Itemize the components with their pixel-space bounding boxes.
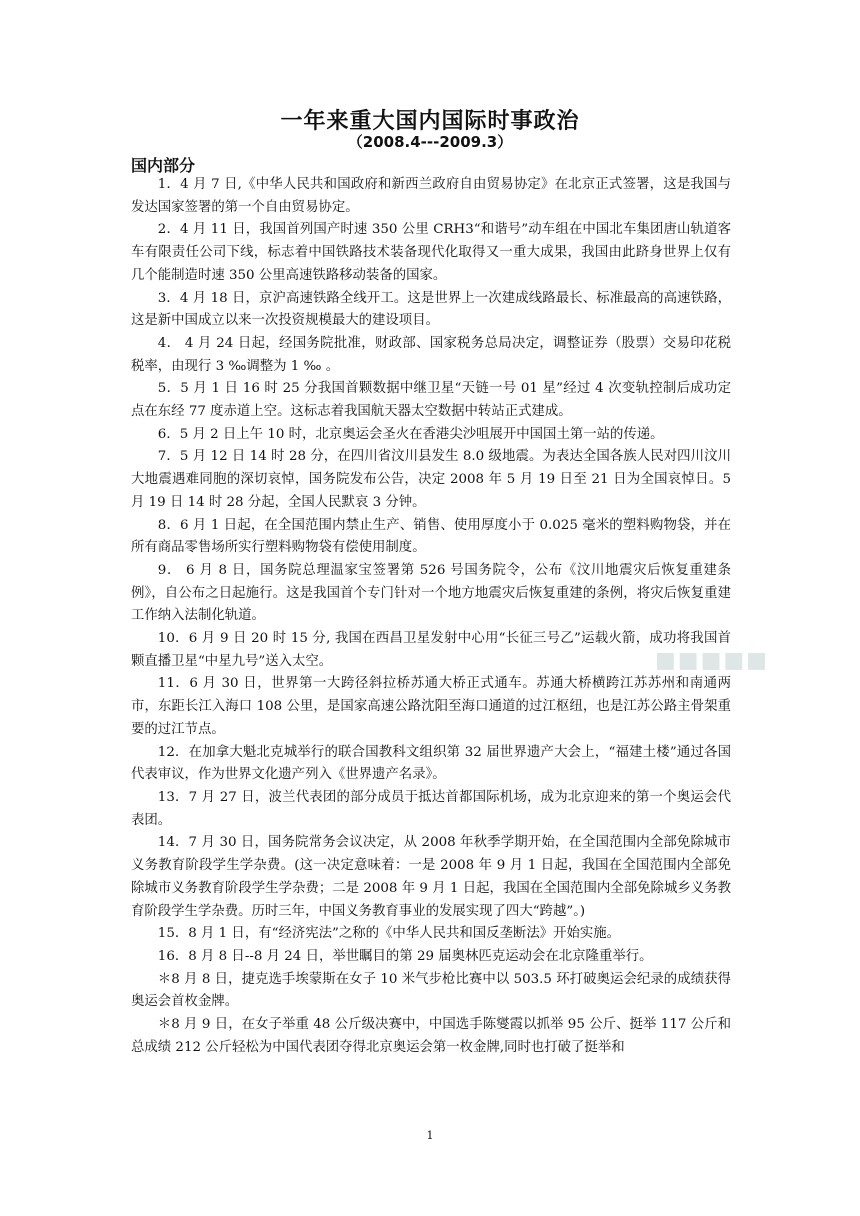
page-number: 1	[426, 1129, 434, 1142]
paragraph: 8．6 月 1 日起，在全国范围内禁止生产、销售、使用厚度小于 0.025 毫米的塑料购物袋，并在所有商品零售场所实行塑料购物袋有偿使用制度。	[131, 517, 731, 556]
document-body	[131, 174, 731, 1059]
paragraph: 4． 4 月 24 日起，经国务院批准，财政部、国家税务总局决定，调整证券（股票）交易印花税税率，由现行 3 ‰调整为 1 ‰ 。	[131, 335, 731, 374]
paragraph: 15．8 月 1 日，有“经济宪法”之称的《中华人民共和国反垄断法》开始实施。	[157, 926, 621, 942]
paragraph: 1．4 月 7 日,《中华人民共和国政府和新西兰政府自由贸易协定》在北京正式签署，这是我国与发达国家签署的第一个自由贸易协定。	[131, 177, 731, 215]
paragraph: 5．5 月 1 日 16 时 25 分我国首颗数据中继卫星“天链一号 01 星”经过 4 次变轨控制后成功定点在东经 77 度赤道上空。这标志着我国航天器太空数据中转站正式建成。	[131, 381, 731, 420]
section-heading: 国内部分	[131, 156, 196, 175]
paragraph: 3．4 月 18 日，京沪高速铁路全线开工。这是世界上一次建成线路最长、标准最高的高速铁路，这是新中国成立以来一次投资规模最大的建设项目。	[131, 290, 731, 329]
paragraph: ＊8 月 9 日，在女子举重 48 公斤级决赛中，中国选手陈燮霞以抓举 95 公斤、挺举 117 公斤和总成绩 212 公斤轻松为中国代表团夺得北京奥运会第一枚金牌,同时也打破了挺举和	[131, 1017, 731, 1055]
paragraph: 13．7 月 27 日，波兰代表团的部分成员于抵达首都国际机场，成为北京迎来的第一个奥运会代表团。	[131, 789, 731, 828]
document-title: 一年来重大国内国际时事政治	[280, 109, 580, 134]
paragraph: 2．4 月 11 日，我国首列国产时速 350 公里 CRH3“和谐号”动车组在中国北车集团唐山轨道客车有限责任公司下线，标志着中国铁路技术装备现代化取得又一重大成果，我国由此跻身世界上仅有几个能制造时速 350 公里高速铁路移动装备的国家。	[131, 222, 731, 283]
watermark: ■■■■■	[655, 648, 769, 673]
paragraph: 7．5 月 12 日 14 时 28 分，在四川省汶川县发生 8.0 级地震。为表达全国各族人民对四川汶川大地震遇难同胞的深切哀悼，国务院发布公告，决定 2008 年 5 月 19 日至 21 日为全国哀悼日。5 月 19 日 14 时 28 分起，全国人民默哀 3 分钟。	[131, 449, 731, 510]
document-subtitle: （2008.4---2009.3）	[347, 133, 513, 151]
paragraph: 9． 6 月 8 日，国务院总理温家宝签署第 526 号国务院令，公布《汶川地震灾后恢复重建条例》，自公布之日起施行。这是我国首个专门针对一个地方地震灾后恢复重建的条例，将灾后恢复重建工作纳入法制化轨道。	[131, 562, 731, 624]
paragraph: 14．7 月 30 日，国务院常务会议决定，从 2008 年秋季学期开始，在全国范围内全部免除城市义务教育阶段学生学杂费。(这一决定意味着：一是 2008 年 9 月 1 日起，我国在全国范围内全部免除城市义务教育阶段学生学杂费；二是 2008 年 9 月 1 日起，我国在全国范围内全部免除城乡义务教育阶段学生学杂费。历时三年，中国义务教育事业的发展实现了四大“跨越”。)	[131, 835, 731, 919]
paragraph: 6．5 月 2 日上午 10 时，北京奥运会圣火在香港尖沙咀展开中国国土第一站的传递。	[157, 426, 664, 442]
paragraph: 16．8 月 8 日--8 月 24 日，举世瞩目的第 29 届奥林匹克运动会在北京隆重举行。	[157, 948, 653, 964]
paragraph: 10．6 月 9 日 20 时 15 分, 我国在西昌卫星发射中心用“长征三号乙”运载火箭，成功将我国首颗直播卫星“中星九号”送入太空。	[131, 631, 731, 669]
paragraph: 12．在加拿大魁北克城举行的联合国教科文组织第 32 届世界遗产大会上，“福建土楼”通过各国代表审议，作为世界文化遗产列入《世界遗产名录》。	[131, 744, 731, 783]
paragraph: ＊8 月 8 日，捷克选手埃蒙斯在女子 10 米气步枪比赛中以 503.5 环打破奥运会纪录的成绩获得奥运会首枚金牌。	[131, 971, 731, 1010]
paragraph: 11．6 月 30 日，世界第一大跨径斜拉桥苏通大桥正式通车。苏通大桥横跨江苏苏州和南通两市，东距长江入海口 108 公里，是国家高速公路沈阳至海口通道的过江枢纽，也是江苏公路主骨架重要的过江节点。	[131, 676, 731, 737]
